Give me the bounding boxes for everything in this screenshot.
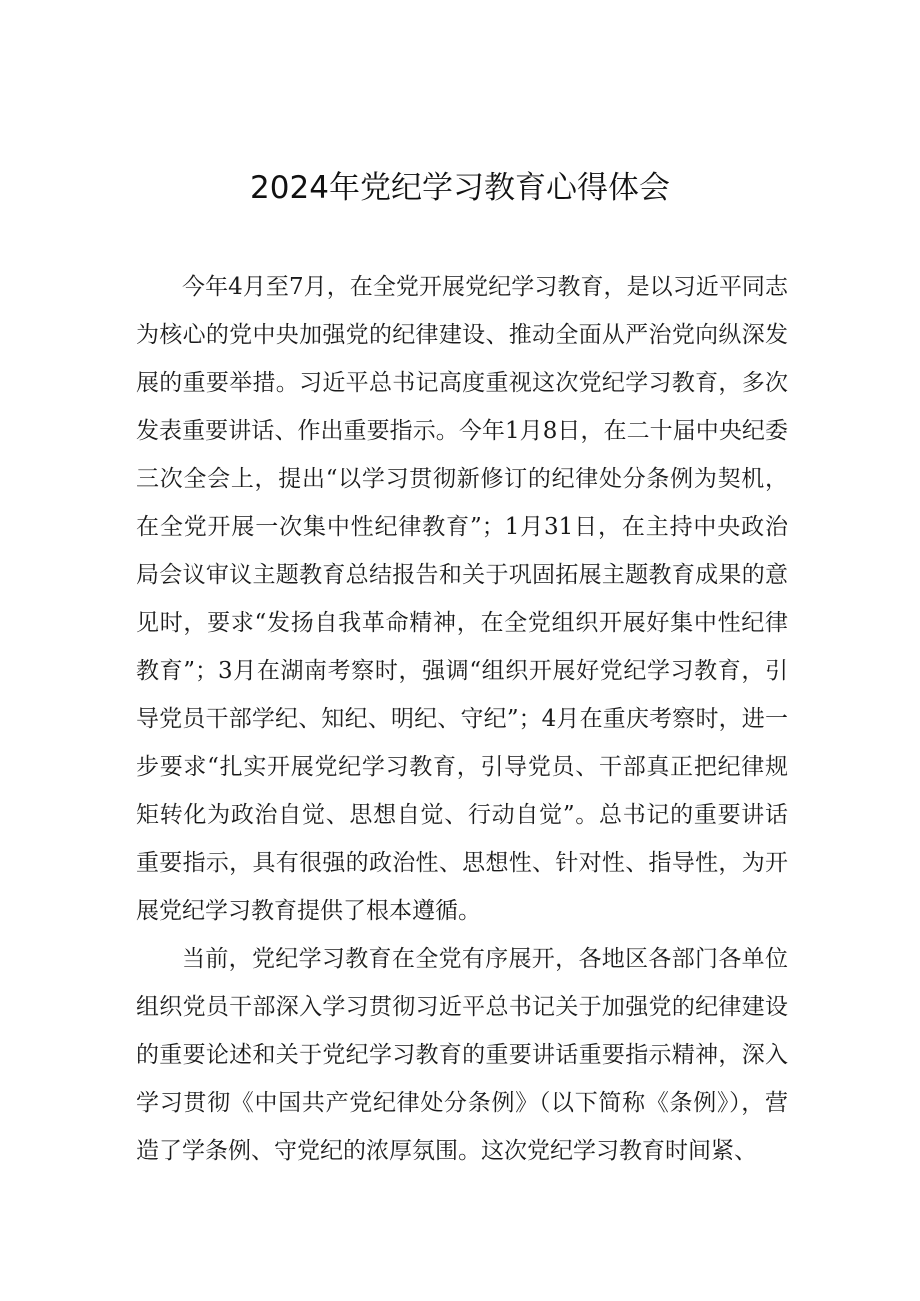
paragraph-2: 当前，党纪学习教育在全党有序展开，各地区各部门各单位组织党员干部深入学习贯彻习近平总书记关于加强党的纪律建设的重要论述和关于党纪学习教育的重要讲话重要指示精神，深入学习贯彻《中国共产党纪律处分条例》（以下简称《条例》），营造了学条例、守党纪的浓厚氛围。这次党纪学习教育时间紧、 xyxy=(136,946,788,1164)
paragraph-1: 今年4月至7月，在全党开展党纪学习教育，是以习近平同志为核心的党中央加强党的纪律建设、推动全面从严治党向纵深发展的重要举措。习近平总书记高度重视这次党纪学习教育，多次发表重要讲话、作出重要指示。今年1月8日，在二十届中央纪委三次全会上，提出“以学习贯彻新修订的纪律处分条例为契机，在全党开展一次集中性纪律教育”；1月31日，在主持中央政治局会议审议主题教育总结报告和关于巩固拓展主题教育成果的意见时，要求“发扬自我革命精神，在全党组织开展好集中性纪律教育”；3月在湖南考察时，强调“组织开展好党纪学习教育，引导党员干部学纪、知纪、明纪、守纪”；4月在重庆考察时，进一步要求“扎实开展党纪学习教育，引导党员、干部真正把纪律规矩转化为政治自觉、思想自觉、行动自觉”。总书记的重要讲话重要指示，具有很强的政治性、思想性、针对性、指导性，为开展党纪学习教育提供了根本遵循。 xyxy=(136,274,788,924)
document-title: 2024年党纪学习教育心得体会 xyxy=(250,170,670,206)
document-body xyxy=(136,263,788,1175)
